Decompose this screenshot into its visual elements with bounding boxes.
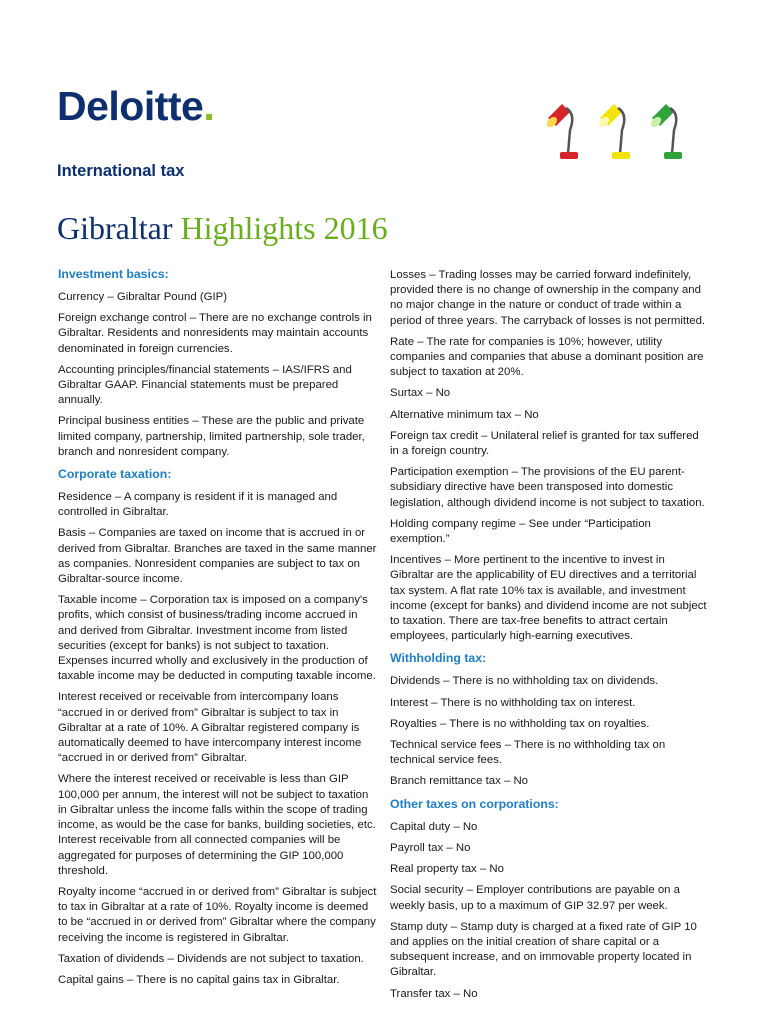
paragraph-interest-threshold: Where the interest received or receivable is less than GIP 100,000 per annum, the interest will not be subject to taxation in Gibraltar unless the income falls within the scope of trading income, as would be the case for banks, building societies, etc. Interest receivable from all connected companies will be aggregated for purposes of determining the GIP 100,000 threshold.	[58, 773, 376, 877]
paragraph-currency: Currency – Gibraltar Pound (GIP)	[58, 291, 228, 303]
paragraph-residence: Residence – A company is resident if it is managed and controlled in Gibraltar.	[58, 491, 338, 519]
deloitte-logo	[57, 83, 215, 129]
paragraph-accounting: Accounting principles/financial statements – IAS/IFRS and Gibraltar GAAP. Financial statements must be prepared annually.	[58, 363, 352, 407]
paragraph-wht-technical-fees: Technical service fees – There is no withholding tax on technical service fees.	[390, 739, 666, 767]
paragraph-royalty-income: Royalty income “accrued in or derived from” Gibraltar is subject to tax in Gibraltar at a rate of 10%. Royalty income is deemed to be “accrued in or derived from” Gibraltar where the company receiving the income is registered in Gibraltar.	[58, 885, 377, 944]
paragraph-business-entities: Principal business entities – These are the public and private limited company, partnership, limited partnership, sole trader, branch and nonresident company.	[58, 415, 365, 458]
paragraph-stamp-duty: Stamp duty – Stamp duty is charged at a fixed rate of GIP 10 and applies on the initial creation of share capital or a subsequent increase, and on immovable property located in Gibraltar.	[390, 920, 697, 979]
paragraph-participation-exemption: Participation exemption – The provisions of the EU parent-subsidiary directive have been transposed into domestic legislation, although dividend income is not subject to taxation.	[390, 466, 705, 509]
paragraph-holding-company: Holding company regime – See under “Participation exemption.”	[390, 517, 651, 546]
paragraph-dividends: Taxation of dividends – Dividends are not subject to taxation.	[58, 952, 364, 965]
paragraph-wht-dividends: Dividends – There is no withholding tax on dividends.	[390, 675, 659, 688]
paragraph-amt: Alternative minimum tax – No	[390, 408, 539, 421]
title-country: Gibraltar	[57, 210, 173, 246]
document-subtitle: International tax	[57, 162, 185, 180]
paragraph-incentives: Incentives – More pertinent to the incentive to invest in Gibraltar are the applicability of EU directives and a territorial tax system. A flat rate 10% tax is available, and investment income (except for banks) and dividend income are not subject to taxation. There are tax-free benefits to attract certain employees, particularly high-earning executives.	[390, 554, 707, 643]
paragraph-capital-duty: Capital duty – No	[390, 820, 478, 833]
paragraph-social-security: Social security – Employer contributions are payable on a weekly basis, up to a maximum of GIP 32.97 per week.	[390, 884, 680, 912]
paragraph-wht-royalties: Royalties – There is no withholding tax on royalties.	[390, 717, 650, 730]
paragraph-transfer-tax: Transfer tax – No	[390, 987, 478, 1000]
paragraph-foreign-tax-credit: Foreign tax credit – Unilateral relief is granted for tax suffered in a foreign country.	[390, 429, 699, 458]
green-lamp-icon	[649, 104, 682, 159]
paragraph-branch-remittance: Branch remittance tax – No	[390, 775, 529, 788]
paragraph-rate: Rate – The rate for companies is 10%; however, utility companies and companies that abuse a dominant position are subject to taxation at 20%.	[390, 335, 704, 379]
logo-wordmark: Deloitte	[57, 83, 204, 129]
paragraph-surtax: Surtax – No	[390, 387, 451, 400]
document-title	[57, 212, 388, 244]
left-column	[58, 266, 378, 994]
paragraph-real-property-tax: Real property tax – No	[390, 863, 504, 876]
desk-lamps-illustration	[540, 96, 700, 166]
paragraph-exchange-control: Foreign exchange control – There are no exchange controls in Gibraltar. Residents and nonresidents may maintain accounts denominated in foreign currencies.	[58, 312, 372, 355]
paragraph-taxable-income: Taxable income – Corporation tax is imposed on a company's profits, which consist of business/trading income accrued in and derived from Gibraltar. Investment income from listed securities (except for banks) is not subject to taxation. Expenses incurred wholly and exclusively in the production of taxable income may be deducted in computing taxable income.	[58, 594, 376, 683]
paragraph-basis: Basis – Companies are taxed on income that is accrued in or derived from Gibraltar. Branches are taxed in the same manner as companies. Nonresident companies are subject to tax on Gibraltar-source income.	[58, 527, 377, 586]
red-lamp-icon	[545, 104, 578, 159]
paragraph-losses: Losses – Trading losses may be carried forward indefinitely, provided there is no change of ownership in the company and no major change in the nature or conduct of trade within a period of three years. The carryback of losses is not permitted.	[390, 269, 706, 327]
paragraph-wht-interest: Interest – There is no withholding tax on interest.	[390, 696, 636, 709]
paragraph-payroll-tax: Payroll tax – No	[390, 841, 471, 854]
title-highlights: Highlights 2016	[180, 210, 388, 246]
right-column	[390, 268, 710, 1008]
section-heading-other-taxes: Other taxes on corporations:	[390, 796, 559, 811]
section-heading-investment: Investment basics:	[58, 267, 169, 281]
logo-dot: .	[203, 83, 215, 129]
yellow-lamp-icon	[597, 104, 630, 159]
section-heading-withholding: Withholding tax:	[390, 651, 487, 666]
paragraph-intercompany-interest: Interest received or receivable from intercompany loans “accrued in or derived from” Gibraltar is subject to tax in Gibraltar at a rate of 10%. A Gibraltar registered company is automatically deemed to have intercompany interest income “accrued in or derived from” Gibraltar.	[58, 691, 362, 765]
paragraph-capital-gains: Capital gains – There is no capital gains tax in Gibraltar.	[58, 973, 340, 986]
section-heading-corporate: Corporate taxation:	[58, 467, 172, 482]
